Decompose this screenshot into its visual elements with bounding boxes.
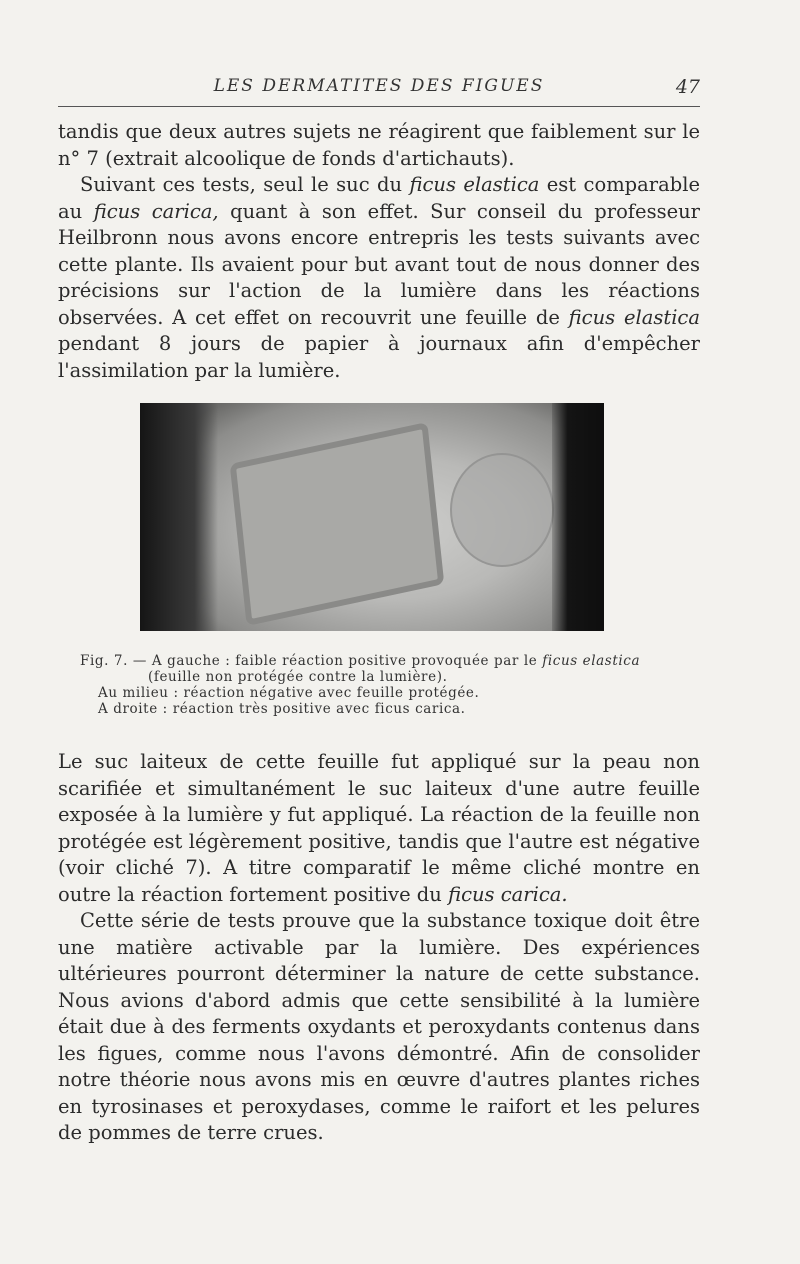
photo-shadow-right (552, 403, 604, 631)
header-rule (58, 106, 700, 107)
text-run: est comparable au (58, 173, 701, 223)
text-block-top (58, 119, 700, 384)
figure-caption (80, 653, 700, 717)
page-number: 47 (675, 76, 700, 98)
running-title: LES DERMATITES DES FIGUES (213, 76, 545, 96)
running-head (58, 74, 700, 102)
photo-shadow-left (140, 403, 218, 631)
caption-line: Au milieu : réaction négative avec feuille protégée. (98, 685, 480, 701)
paragraph-continued: tandis que deux autres sujets ne réagirent que faiblement sur le n° 7 (extrait alcoolique de fonds d'artichauts). (58, 120, 700, 170)
caption-line: A droite : réaction très positive avec ficus carica. (98, 701, 466, 717)
text-run: quant à son effet. Sur conseil du professeur Heilbronn nous avons encore entrepris les tests suivants avec cette plante. Ils avaient pour but avant tout de nous donner des précisions sur l'action de la lumière dans les réactions observées. A cet effet on recouvrit une feuille de (58, 199, 701, 329)
figure-photo (140, 403, 604, 631)
paragraph-results (58, 749, 700, 908)
caption-italic: ficus elastica (542, 653, 641, 669)
photo-faint-patch (450, 453, 554, 567)
caption-line: (feuille non protégée contre la lumière). (148, 669, 448, 685)
text-block-bottom (58, 749, 700, 1147)
text-run: Le suc laiteux de cette feuille fut appliqué sur la peau non scarifiée et simultanément le suc laiteux d'une autre feuille exposée à la lumière y fut appliqué. La réaction de la feuille non protégée est légèrement positive, tandis que l'autre est négative (voir cliché 7). A titre comparatif le même cliché montre en outre la réaction fortement positive du (58, 750, 700, 906)
italic-term: ficus elastica (568, 305, 700, 329)
text-run: Suivant ces tests, seul le suc du (80, 173, 410, 196)
italic-term: ficus carica, (93, 199, 219, 223)
paragraph-conclusion: Cette série de tests prouve que la substance toxique doit être une matière activable par la lumière. Des expériences ultérieures pourront déterminer la nature de cette substance. Nous avions d'abord admis que cette sensibilité à la lumière était due à des ferments oxydants et peroxydants contenus dans les figues, comme nous l'avons démontré. Afin de consolider notre théorie nous avons mis en œuvre d'autres plantes riches en tyrosinases et peroxydases, comme le raifort et les pelures de pommes de terre crues. (58, 909, 700, 1144)
caption-line (80, 653, 700, 669)
caption-text: Fig. 7. — A gauche : faible réaction positive provoquée par le (80, 653, 543, 669)
text-run: pendant 8 jours de papier à journaux afin d'empêcher l'assimilation par la lumière. (58, 332, 700, 382)
paragraph-tests (58, 172, 700, 384)
italic-term: ficus carica. (448, 882, 568, 906)
italic-term: ficus elastica (409, 173, 540, 196)
